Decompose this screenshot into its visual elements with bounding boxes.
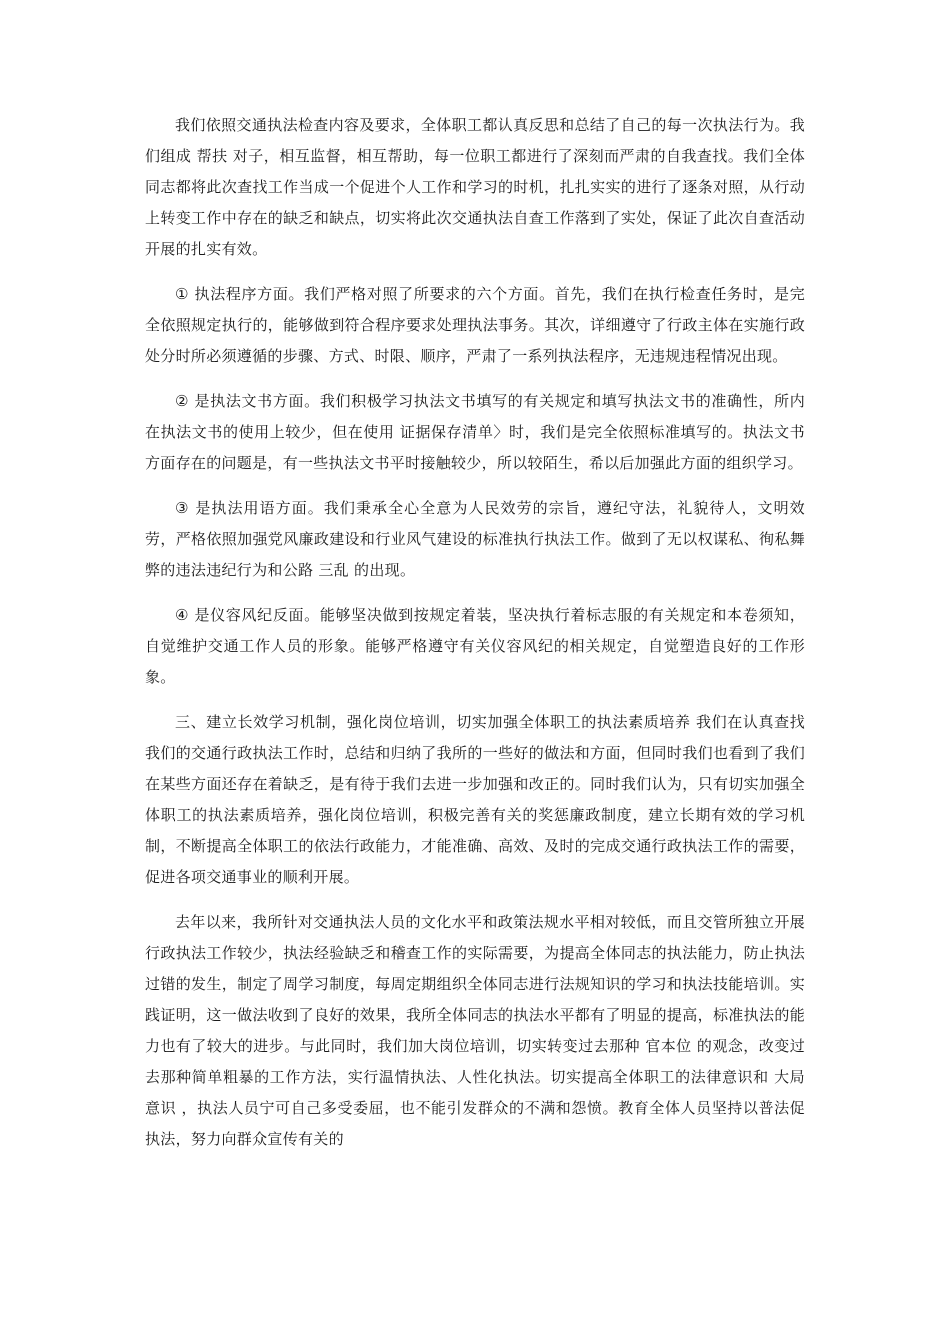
paragraph-appearance-discipline: ④ 是仪容风纪反面。能够坚决做到按规定着装，坚决执行着标志服的有关规定和本卷须知，自觉维护交通工作人员的形象。能够严格遵守有关仪容风纪的相关规定，自觉塑造良好的工作形象。 xyxy=(145,606,805,686)
paragraph-enforcement-documents: ② 是执法文书方面。我们积极学习执法文书填写的有关规定和填写执法文书的准确性，所内在执法文书的使用上较少，但在使用 证据保存清单〉时，我们是完全依照标准填写的。执法文书方面存在的问题是，有一些执法文书平时接触较少，所以较陌生，希以后加强此方面的组织学习。 xyxy=(145,392,805,472)
paragraph-training-results: 去年以来，我所针对交通执法人员的文化水平和政策法规水平相对较低，而且交管所独立开展行政执法工作较少，执法经验缺乏和稽查工作的实际需要，为提高全体同志的执法能力，防止执法过错的发生，制定了周学习制度，每周定期组织全体同志进行法规知识的学习和执法技能培训。实践证明，这一做法收到了良好的效果，我所全体同志的执法水平都有了明显的提高，标准执法的能力也有了较大的进步。与此同时，我们加大岗位培训，切实转变过去那种 官本位 的观念，改变过去那种简单粗暴的工作方法，实行温情执法、人性化执法。切实提高全体职工的法律意识和 大局意识 ，执法人员宁可自己多受委屈，也不能引发群众的不满和怨愤。教育全体人员坚持以普法促执法，努力向群众宣传有关的 xyxy=(145,913,805,1148)
paragraph-enforcement-language: ③ 是执法用语方面。我们秉承全心全意为人民效劳的宗旨，遵纪守法，礼貌待人，文明效劳，严格依照加强党风廉政建设和行业风气建设的标准执行执法工作。做到了无以权谋私、徇私舞弊的违法违纪行为和公路 三乱 的出现。 xyxy=(145,499,805,579)
paragraph-learning-mechanism: 三、建立长效学习机制，强化岗位培训，切实加强全体职工的执法素质培养 我们在认真查找我们的交通行政执法工作时，总结和归纳了我所的一些好的做法和方面，但同时我们也看到了我们在某些方面还存在着缺乏，是有待于我们去进一步加强和改正的。同时我们认为，只有切实加强全体职工的执法素质培养，强化岗位培训，积极完善有关的奖惩廉政制度，建立长期有效的学习机制，不断提高全体职工的依法行政能力，才能准确、高效、及时的完成交通行政执法工作的需要，促进各项交通事业的顺利开展。 xyxy=(145,713,805,886)
paragraph-enforcement-procedure: ① 执法程序方面。我们严格对照了所要求的六个方面。首先，我们在执行检查任务时，是完全依照规定执行的，能够做到符合程序要求处理执法事务。其次，详细遵守了行政主体在实施行政处分时所必须遵循的步骤、方式、时限、顺序，严肃了一系列执法程序，无违规违程情况出现。 xyxy=(145,285,805,365)
document-body xyxy=(145,110,805,1169)
paragraph-self-inspection-intro: 我们依照交通执法检查内容及要求，全体职工都认真反思和总结了自己的每一次执法行为。我们组成 帮扶 对子，相互监督，相互帮助，每一位职工都进行了深刻而严肃的自我查找。我们全体同志都将此次查找工作当成一个促进个人工作和学习的时机，扎扎实实的进行了逐条对照，从行动上转变工作中存在的缺乏和缺点，切实将此次交通执法自查工作落到了实处，保证了此次自查活动开展的扎实有效。 xyxy=(145,116,805,258)
